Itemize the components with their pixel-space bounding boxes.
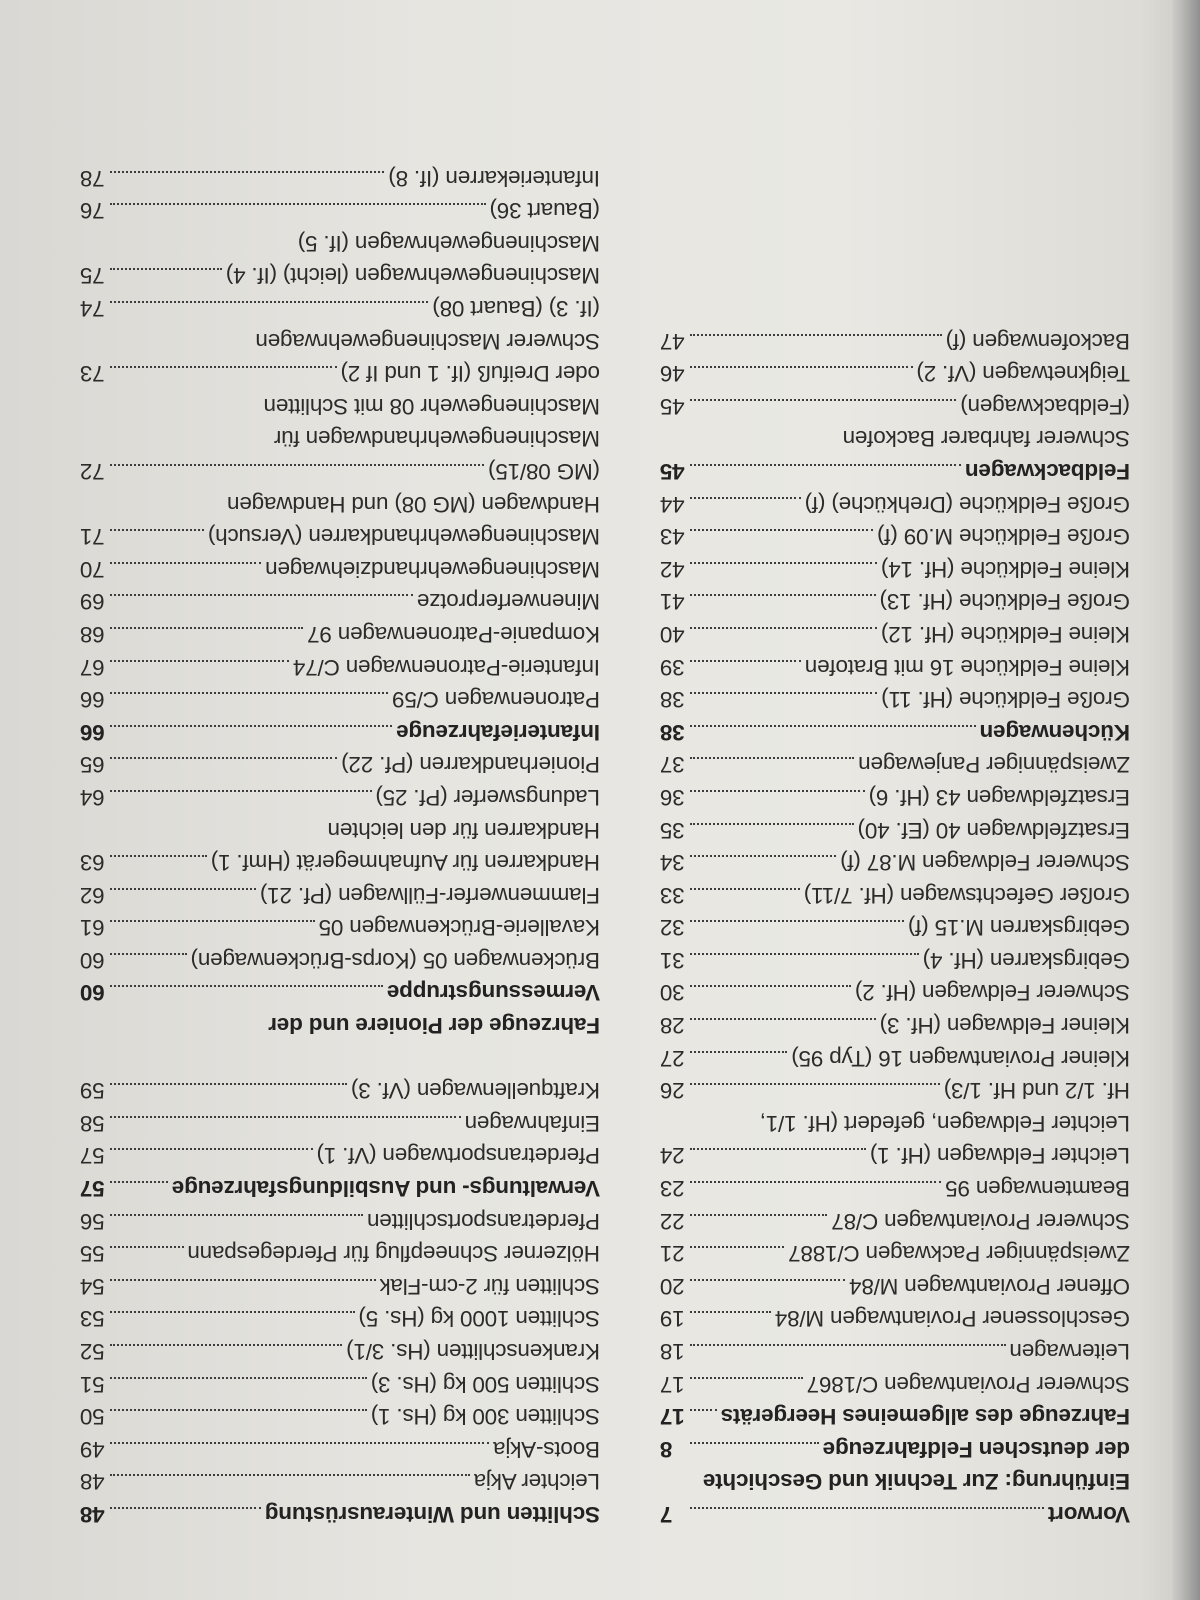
toc-entry-title: Maschinengewehrwagen (If. 5) [297, 230, 600, 256]
dot-leader [690, 660, 801, 663]
toc-page-number: 36 [660, 784, 685, 810]
toc-entry [80, 194, 600, 227]
dot-leader [690, 366, 913, 369]
toc-entry [660, 911, 1130, 944]
toc-page-number: 41 [660, 589, 685, 615]
toc-entry [80, 1400, 600, 1433]
toc-entry-title: Große Feldküche (Hf. 13) [879, 589, 1130, 615]
toc-page-number: 57 [80, 1176, 105, 1202]
dot-leader [110, 171, 384, 174]
toc-entry [660, 1009, 1130, 1042]
toc-page-number: 28 [660, 1013, 685, 1039]
toc-entry-title: Schwerer fahrbarer Backofen [842, 426, 1130, 452]
toc-page-number: 30 [660, 980, 685, 1006]
toc-entry-title: Schwerer Maschinengewehrwagen [255, 328, 600, 354]
toc-entry [80, 1432, 600, 1465]
dot-leader [110, 888, 256, 891]
toc-entry [660, 1139, 1130, 1172]
toc-entry [80, 748, 600, 781]
toc-entry [80, 943, 600, 976]
toc-entry-title: (If. 3) (Bauart 08) [432, 296, 600, 322]
dot-leader [690, 1442, 819, 1445]
toc-page-number: 27 [660, 1045, 685, 1071]
toc-page-number: 60 [80, 980, 105, 1006]
toc-page-number: 48 [80, 1502, 105, 1527]
toc-entry [80, 1204, 600, 1237]
dot-leader [110, 203, 486, 206]
toc-page-number: 70 [80, 556, 105, 582]
toc-entry [660, 1041, 1130, 1074]
toc-entry-title: Beamtenwagen 95 [945, 1176, 1130, 1202]
toc-entry [80, 259, 600, 292]
dot-leader [110, 757, 337, 760]
toc-entry-title: Zweispänniger Panjewagen [858, 752, 1130, 778]
toc-page-number: 43 [660, 524, 685, 550]
toc-section-heading [80, 1497, 600, 1530]
toc-entry-title: Schlitten 300 kg (Hs. 1) [370, 1404, 600, 1430]
dot-leader [690, 725, 976, 728]
toc-entry [80, 650, 600, 683]
toc-page-number: 47 [660, 328, 685, 354]
toc-entry [80, 161, 600, 194]
toc-page-number: 39 [660, 654, 685, 680]
dot-leader [690, 334, 942, 337]
dot-leader [690, 1051, 787, 1054]
toc-page-number: 38 [660, 687, 685, 713]
dot-leader [690, 1507, 1044, 1510]
toc-entry [80, 1269, 600, 1302]
dot-leader [690, 1409, 717, 1412]
toc-entry-title: Kleine Feldküche (Hf. 14) [881, 556, 1130, 582]
dot-leader [690, 823, 854, 826]
toc-entry [80, 683, 600, 716]
toc-entry [80, 1302, 600, 1335]
dot-leader [110, 594, 413, 597]
dot-leader [690, 1311, 771, 1314]
toc-entry [80, 487, 600, 520]
toc-page-number: 66 [80, 719, 105, 745]
toc-entry [80, 1367, 600, 1400]
dot-leader [110, 627, 303, 630]
toc-entry-title: Schwerer Feldwagen M.87 (f) [840, 850, 1130, 876]
toc-page-number: 49 [80, 1436, 105, 1462]
toc-entry-title: Große Feldküche (Drehküche) (f) [804, 491, 1130, 517]
toc-entry-title: Leiterwagen [1009, 1339, 1130, 1365]
toc-entry [660, 357, 1130, 390]
toc-entry-title: Schlitten 1000 kg (Hs. 5) [358, 1306, 600, 1332]
toc-entry [80, 454, 600, 487]
toc-entry-title: Ersatzfeldwagen 40 (Ef. 40) [857, 817, 1130, 843]
dot-leader [110, 725, 392, 728]
dot-leader [690, 1181, 941, 1184]
toc-left-column [660, 324, 1130, 1530]
dot-leader [690, 1279, 845, 1282]
toc-page-number: 76 [80, 198, 105, 224]
toc-page-number: 7 [660, 1502, 673, 1527]
toc-entry-title: Kleiner Proviantwagen 16 (Typ 95) [791, 1045, 1130, 1071]
toc-entry-title: Gebirgskarren M.15 (f) [908, 915, 1130, 941]
toc-page-number: 75 [80, 263, 105, 289]
toc-entry [80, 1139, 600, 1172]
toc-entry-title: Leichter Feldwagen (Hf. 1) [870, 1143, 1130, 1169]
toc-page-number: 31 [660, 947, 685, 973]
toc-entry-title: der deutschen Feldfahrzeuge [822, 1436, 1130, 1462]
toc-entry-title: Großer Gefechtswagen (Hf. 7/11) [803, 882, 1130, 908]
toc-section-heading [660, 1400, 1130, 1433]
toc-entry-title: Schlitten für 2-cm-Flak [379, 1273, 600, 1299]
toc-page-number: 33 [660, 882, 685, 908]
toc-page-number: 8 [660, 1436, 673, 1462]
dot-leader [690, 1344, 1006, 1347]
toc-entry-title: Pferdetransportwagen (Vf. 1) [316, 1143, 600, 1169]
toc-entry-title: Maschinengewehrhandziehwagen [265, 556, 600, 582]
toc-entry [80, 911, 600, 944]
toc-page-number: 61 [80, 915, 105, 941]
toc-page-number: 50 [80, 1404, 105, 1430]
dot-leader [690, 692, 877, 695]
dot-leader [690, 1148, 866, 1151]
toc-page-number: 73 [80, 361, 105, 387]
toc-entry-title: Pferdetransportschlitten [367, 1208, 600, 1234]
toc-page-number: 69 [80, 589, 105, 615]
toc-entry [660, 846, 1130, 879]
toc-entry-title: Krankenschlitten (Hs. 3/1) [346, 1339, 600, 1365]
dot-leader [690, 464, 961, 467]
toc-entry [660, 389, 1130, 422]
toc-entry-title: Feldbackwagen [965, 459, 1130, 484]
dot-leader [110, 529, 204, 532]
toc-entry-title: (Bauart 36) [489, 198, 600, 224]
toc-entry-title: Schwerer Proviantwagen C/1867 [806, 1371, 1130, 1397]
dot-leader [110, 301, 428, 304]
toc-page-number: 53 [80, 1306, 105, 1332]
toc-entry-title: Fahrzeuge des allgemeines Heergeräts [720, 1404, 1130, 1430]
toc-page-number: 20 [660, 1273, 685, 1299]
toc-entry [660, 324, 1130, 357]
toc-entry [80, 1334, 600, 1367]
toc-page-number: 52 [80, 1339, 105, 1365]
dot-leader [690, 757, 854, 760]
toc-entry-title: Backofenwagen (f) [945, 328, 1130, 354]
dot-leader [690, 497, 801, 500]
toc-entry [80, 324, 600, 357]
toc-section-heading [80, 1171, 600, 1204]
dot-leader [110, 692, 388, 695]
toc-entry [80, 780, 600, 813]
toc-entry [80, 422, 600, 455]
toc-page-number: 26 [660, 1078, 685, 1104]
dot-leader [690, 1083, 940, 1086]
toc-entry-title: Handwagen (MG 08) und Handwagen [227, 491, 600, 517]
toc-entry [80, 552, 600, 585]
toc-entry-title: Boots-Akja [493, 1436, 600, 1462]
toc-entry [80, 1074, 600, 1107]
dot-leader [110, 986, 383, 989]
toc-entry-title: Verwaltungs- und Ausbildungsfahrzeuge [171, 1176, 600, 1202]
toc-entry-title: Schwerer Feldwagen (Hf. 2) [855, 980, 1130, 1006]
dot-leader [110, 1246, 184, 1249]
toc-entry [660, 1074, 1130, 1107]
toc-page-number: 19 [660, 1306, 685, 1332]
toc-entry [660, 1204, 1130, 1237]
toc-section-heading [660, 1432, 1130, 1465]
toc-page-number: 44 [660, 491, 685, 517]
toc-entry [80, 291, 600, 324]
toc-section-heading [660, 1497, 1130, 1530]
dot-leader [690, 562, 877, 565]
dot-leader [110, 1409, 367, 1412]
dot-leader [690, 1214, 827, 1217]
dot-leader [110, 464, 484, 467]
toc-entry-title: Infanteriekarren (If. 8) [388, 165, 600, 191]
dot-leader [690, 399, 956, 402]
toc-page-number: 57 [80, 1143, 105, 1169]
dot-leader [690, 920, 904, 923]
toc-entry [80, 520, 600, 553]
toc-page-number: 22 [660, 1208, 685, 1234]
toc-entry-title: Kleiner Feldwagen (Hf. 3) [879, 1013, 1130, 1039]
dot-leader [110, 1279, 376, 1282]
toc-entry-title: Maschinengewehrhandkarren (Versuch) [208, 524, 600, 550]
book-page-edge [1172, 0, 1200, 1600]
toc-entry-title: Hf. 1/2 und Hf. 1/3) [943, 1078, 1130, 1104]
toc-page-number: 45 [660, 459, 685, 484]
dot-leader [110, 1116, 461, 1119]
toc-page-number: 60 [80, 947, 105, 973]
toc-entry [660, 1171, 1130, 1204]
toc-entry [80, 1106, 600, 1139]
dot-leader [690, 529, 873, 532]
toc-entry-title: Maschinengewehrhandwagen für [274, 426, 600, 452]
toc-entry-title: Infanterie-Patronenwagen C/74 [293, 654, 600, 680]
toc-section-heading [660, 715, 1130, 748]
toc-entry [80, 813, 600, 846]
dot-leader [690, 855, 836, 858]
toc-section-heading [80, 976, 600, 1009]
toc-entry-title: Flammenwerfer-Füllwagen (Pf. 21) [260, 882, 600, 908]
toc-entry-title: Hölzerner Schneepflug für Pferdegespann [187, 1241, 600, 1267]
toc-entry-title: Kraftquellenwagen (Vf. 3) [351, 1078, 600, 1104]
toc-section-heading [80, 715, 600, 748]
toc-page-number: 67 [80, 654, 105, 680]
toc-entry [660, 552, 1130, 585]
toc-entry [660, 585, 1130, 618]
toc-entry-title: Vorwort [1048, 1502, 1130, 1527]
toc-entry [660, 1367, 1130, 1400]
toc-page-number: 71 [80, 524, 105, 550]
toc-entry-title: (MG 08/15) [488, 459, 600, 484]
toc-page-number: 48 [80, 1469, 105, 1495]
toc-page-number: 17 [660, 1404, 685, 1430]
toc-section-heading [660, 454, 1130, 487]
toc-entry-title: Einfahrwagen [464, 1110, 600, 1136]
toc-page-number: 56 [80, 1208, 105, 1234]
toc-page-number: 21 [660, 1241, 685, 1267]
dot-leader [690, 1018, 876, 1021]
toc-entry-title: Handkarren für den leichten [327, 817, 600, 843]
toc-entry [80, 357, 600, 390]
dot-leader [110, 790, 372, 793]
toc-entry [660, 780, 1130, 813]
toc-page-number: 65 [80, 752, 105, 778]
dot-leader [690, 594, 876, 597]
dot-leader [110, 1377, 367, 1380]
toc-entry-title: Minenwerferprotze [417, 589, 600, 615]
toc-page-number: 68 [80, 621, 105, 647]
toc-right-column [80, 161, 600, 1530]
toc-entry [660, 617, 1130, 650]
toc-entry-title: Brückenwagen 05 (Korps-Brückenwagen) [190, 947, 600, 973]
toc-entry [80, 1237, 600, 1270]
toc-page-number: 42 [660, 556, 685, 582]
toc-entry [80, 1465, 600, 1498]
toc-entry-title: Schwerer Proviantwagen C/87 [831, 1208, 1130, 1234]
toc-page-number: 17 [660, 1371, 685, 1397]
toc-entry-title: Küchenwagen [979, 719, 1130, 745]
toc-page-number: 40 [660, 621, 685, 647]
toc-page-number: 66 [80, 687, 105, 713]
toc-entry-title: Ersatzfeldwagen 43 (Hf. 6) [868, 784, 1130, 810]
dot-leader [110, 268, 222, 271]
toc-entry-title: Große Feldküche (Hf. 11) [881, 687, 1130, 713]
toc-entry-title: Kompanie-Patronenwagen 97 [307, 621, 600, 647]
toc-entry-title: Maschinengewehrwagen (leicht) (If. 4) [225, 263, 600, 289]
toc-entry-title: Kleine Feldküche (Hf. 12) [881, 621, 1130, 647]
toc-page-number: 18 [660, 1339, 685, 1365]
toc-entry [660, 748, 1130, 781]
toc-section-heading [80, 1009, 600, 1042]
toc-entry [660, 976, 1130, 1009]
toc-page-number: 55 [80, 1241, 105, 1267]
dot-leader [110, 562, 261, 565]
toc-page-number: 54 [80, 1273, 105, 1299]
toc-entry-title: Fahrzeuge der Pioniere und der [268, 1013, 600, 1039]
dot-leader [110, 1311, 355, 1314]
toc-entry-title: Maschinengewehr 08 mit Schlitten [263, 393, 600, 419]
toc-entry [80, 226, 600, 259]
toc-page-number: 46 [660, 361, 685, 387]
toc-entry [660, 1334, 1130, 1367]
toc-entry-title: Große Feldküche M.09 (f) [877, 524, 1130, 550]
toc-entry [660, 487, 1130, 520]
toc-entry-title: Kleine Feldküche 16 mit Bratofen [804, 654, 1130, 680]
dot-leader [110, 953, 187, 956]
toc-page-number: 51 [80, 1371, 105, 1397]
dot-leader [110, 366, 337, 369]
toc-entry-title: Schlitten und Winterausrüstung [264, 1502, 600, 1527]
toc-entry-title: Leichter Akja [473, 1469, 600, 1495]
toc-entry-title [594, 1041, 600, 1074]
toc-entry [660, 650, 1130, 683]
toc-entry-title: Offener Proviantwagen M/84 [849, 1273, 1130, 1299]
toc-page-number: 59 [80, 1078, 105, 1104]
toc-entry-title: Pionierhandkarren (Pf. 22) [341, 752, 600, 778]
dot-leader [110, 1214, 363, 1217]
toc-page-number: 24 [660, 1143, 685, 1169]
toc-entry-title: Patronenwagen C/59 [392, 687, 600, 713]
toc-entry-title: Kavallerie-Brückenwagen 05 [318, 915, 600, 941]
toc-entry [660, 683, 1130, 716]
toc-entry [660, 1302, 1130, 1335]
toc-page-number: 72 [80, 459, 105, 484]
toc-entry [660, 520, 1130, 553]
toc-page-number: 32 [660, 915, 685, 941]
dot-leader [110, 1083, 347, 1086]
toc-entry [660, 943, 1130, 976]
toc-page-number: 37 [660, 752, 685, 778]
dot-leader [690, 953, 919, 956]
toc-page-number: 45 [660, 393, 685, 419]
dot-leader [110, 660, 289, 663]
toc-entry [80, 389, 600, 422]
toc-entry [80, 617, 600, 650]
toc-entry-title: Leichter Feldwagen, gefedert (Hf. 1/1, [759, 1110, 1130, 1136]
dot-leader [110, 1148, 313, 1151]
toc-entry [80, 585, 600, 618]
dot-leader [110, 1442, 489, 1445]
toc-entry-title: Infanteriefahrzeuge [396, 719, 600, 745]
toc-entry [80, 878, 600, 911]
toc-entry [660, 422, 1130, 455]
toc-entry-title: Ladungswerfer (Pf. 25) [375, 784, 600, 810]
toc-entry-title: Gebirgskarren (Hf. 4) [922, 947, 1130, 973]
toc-page-number: 63 [80, 850, 105, 876]
toc-entry [660, 878, 1130, 911]
toc-page-number: 58 [80, 1110, 105, 1136]
toc-entry-title: Vermessungstruppe [387, 980, 600, 1006]
toc-page-number: 62 [80, 882, 105, 908]
dot-leader [110, 1474, 470, 1477]
toc-entry-title: Handkarren für Aufnahmegerät (Hmf. 1) [210, 850, 600, 876]
dot-leader [110, 1181, 168, 1184]
toc-page-number: 64 [80, 784, 105, 810]
dot-leader [110, 1344, 342, 1347]
toc-entry [660, 1106, 1130, 1139]
toc-page-number: 38 [660, 719, 685, 745]
toc-entry-title: Einführung: Zur Technik und Geschichte [703, 1469, 1130, 1495]
toc-entry-title: oder Dreifuß (If. 1 und If 2) [340, 361, 600, 387]
toc-entry-title: Geschlossener Proviantwagen M/84 [774, 1306, 1130, 1332]
toc-entry [660, 1269, 1130, 1302]
toc-entry-title: Teigknetwagen (Vf. 2) [916, 361, 1130, 387]
toc-entry [80, 846, 600, 879]
dot-leader [690, 790, 865, 793]
toc-page-number: 74 [80, 296, 105, 322]
dot-leader [690, 1377, 803, 1380]
dot-leader [110, 920, 315, 923]
toc-entry [660, 1237, 1130, 1270]
toc-entry-title: (Feldbackwagen) [960, 393, 1130, 419]
toc-page-number: 23 [660, 1176, 685, 1202]
toc-entry [660, 813, 1130, 846]
dot-leader [690, 627, 877, 630]
toc-spacer [80, 1041, 600, 1074]
toc-entry-title: Schlitten 500 kg (Hs. 3) [370, 1371, 600, 1397]
toc-section-heading [660, 1465, 1130, 1498]
dot-leader [690, 1246, 784, 1249]
dot-leader [690, 986, 851, 989]
toc-page-number: 35 [660, 817, 685, 843]
toc-page-number: 34 [660, 850, 685, 876]
dot-leader [690, 888, 800, 891]
toc-entry-title: Zweispänniger Packwagen C/1887 [788, 1241, 1130, 1267]
dot-leader [110, 1507, 261, 1510]
dot-leader [110, 855, 207, 858]
toc-page-number: 78 [80, 165, 105, 191]
